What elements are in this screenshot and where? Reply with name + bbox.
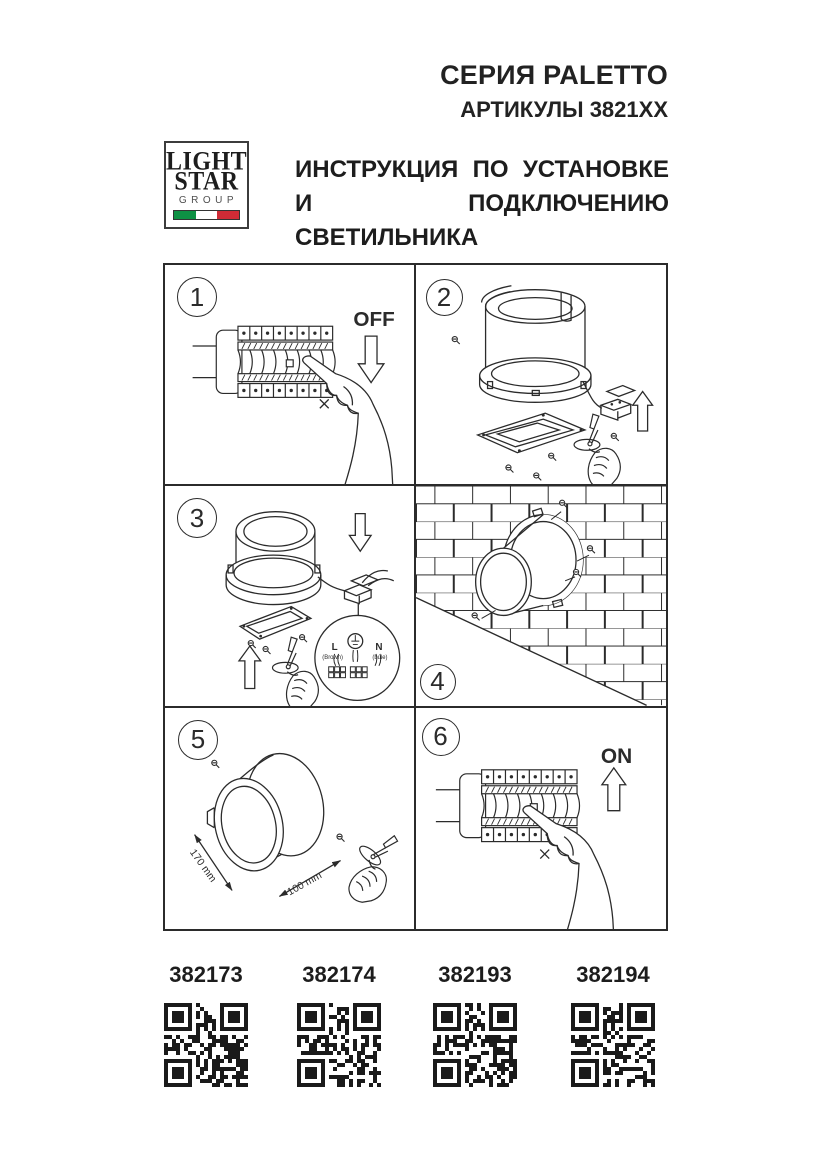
article-code: 382173 <box>169 962 243 987</box>
wire-blue-label: (bule) <box>372 655 388 662</box>
flag-white <box>196 211 218 219</box>
step-number-badge: 5 <box>178 720 218 760</box>
qr-code <box>297 1003 381 1087</box>
wire-n-label: N <box>375 642 383 654</box>
flag-green <box>174 211 196 219</box>
step-panel-2 <box>416 265 667 486</box>
qr-code <box>433 1003 517 1087</box>
steps-grid <box>163 263 668 931</box>
articles-subtitle: АРТИКУЛЫ 3821XX <box>460 97 668 122</box>
step-panel-1 <box>165 265 416 486</box>
article-382174 <box>279 962 399 1087</box>
qr-code <box>164 1003 248 1087</box>
breaker-on-label: ON <box>600 744 632 768</box>
arrow-up-icon <box>632 391 652 431</box>
step-number-badge: 6 <box>422 718 460 756</box>
article-code: 382193 <box>438 962 512 987</box>
arrow-up-icon <box>601 767 625 810</box>
flag-red <box>217 211 239 219</box>
dimension-100mm-label: 100 mm <box>285 869 324 898</box>
logo-word-star: STAR <box>174 167 239 197</box>
page-title-line1: ИНСТРУКЦИЯ ПО УСТАНОВКЕ <box>295 156 669 183</box>
wire-brown-label: (Brown) <box>322 655 343 662</box>
article-382173 <box>146 962 266 1087</box>
step-number-badge: 4 <box>420 664 456 700</box>
step-number-badge: 3 <box>177 498 217 538</box>
arrow-up-icon <box>239 646 261 688</box>
arrow-down-icon <box>349 514 371 552</box>
article-382193 <box>415 962 535 1087</box>
step-panel-4 <box>416 486 667 707</box>
article-code: 382174 <box>302 962 376 987</box>
page-title-line2: И ПОДКЛЮЧЕНИЮ СВЕТИЛЬНИКА <box>295 190 669 251</box>
step-panel-5 <box>165 708 416 929</box>
qr-code <box>571 1003 655 1087</box>
article-code: 382194 <box>576 962 650 987</box>
series-title: СЕРИЯ PALETTO <box>440 60 668 90</box>
italy-flag-stripe <box>173 210 240 220</box>
step-number-badge: 2 <box>426 279 463 316</box>
step-panel-6 <box>416 708 667 929</box>
wire-l-label: L <box>331 642 338 654</box>
logo-word-light: LIGHT <box>166 147 248 177</box>
article-382194 <box>553 962 673 1087</box>
page-title <box>295 153 669 255</box>
arrow-down-icon <box>358 336 384 382</box>
dimension-170mm-label: 170 mm <box>187 847 218 885</box>
logo-word-group: GROUP <box>178 195 239 206</box>
breaker-off-label: OFF <box>353 308 395 332</box>
lightstar-logo <box>164 141 249 229</box>
step-panel-3 <box>165 486 416 707</box>
step-number-badge: 1 <box>177 277 217 317</box>
